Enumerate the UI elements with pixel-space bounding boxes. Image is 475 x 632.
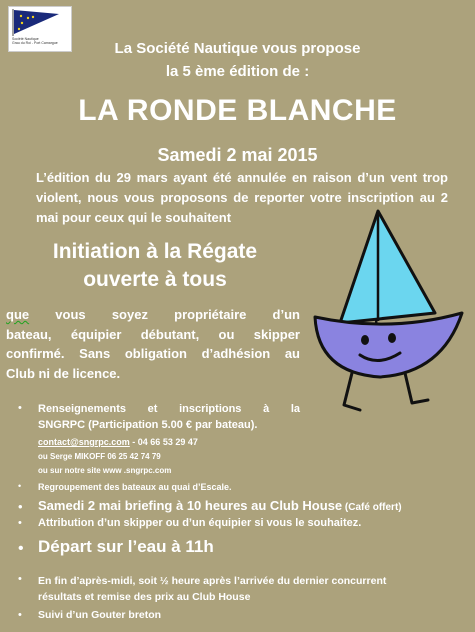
info-line-1: Renseignements et inscriptions à la (38, 403, 300, 415)
initiation-heading: Initiation à la Régate (52, 240, 258, 263)
event-title: LA RONDE BLANCHE (78, 94, 397, 127)
smiling-sailboat-illustration (300, 205, 470, 430)
intro-line-1: La Société Nautique vous propose (114, 40, 361, 57)
notice-line-2: violent, nous vous proposons de reporter votre inscription au 2 (36, 190, 448, 205)
gathering-line: Regroupement des bateaux au quai d’Escale. (38, 482, 232, 492)
evening-line-2: résultats et remise des prix au Club House (38, 591, 251, 603)
info-block (38, 401, 300, 433)
briefing-line: Samedi 2 mai briefing à 10 heures au Club House (38, 498, 343, 513)
bullet-icon: • (18, 540, 24, 557)
website-line: ou sur notre site www .sngrpc.com (38, 466, 172, 475)
notice-line-3: mai pour ceux qui le souhaitent (36, 210, 232, 225)
logo-line-1: Société Nautique (12, 37, 39, 41)
audience-line-1: vous soyez propriétaire d’un (29, 307, 300, 322)
bullet-icon: • (18, 499, 23, 514)
contact-phone: - 04 66 53 29 47 (129, 437, 198, 447)
audience-line-2: bateau, équipier débutant, ou skipper (6, 326, 300, 342)
info-line-2: SNGRPC (Participation 5.00 € par bateau). (38, 419, 258, 431)
bullet-icon: • (18, 481, 22, 491)
audience-line-3: confirmé. Sans obligation d’adhésion au (6, 346, 300, 361)
initiation-subheading: ouverte à tous (83, 268, 227, 291)
departure-line: Départ sur l’eau à 11h (38, 537, 214, 556)
bullet-icon: • (18, 609, 22, 621)
bullet-icon: • (18, 402, 22, 414)
contact-alt: ou Serge MIKOFF 06 25 42 74 79 (38, 452, 161, 461)
notice-line-1: L’édition du 29 mars ayant été annulée en raison d’un vent trop (36, 170, 448, 185)
audience-line-4: Club ni de licence. (6, 365, 121, 381)
audience-que: que (6, 307, 30, 322)
bullet-icon: • (18, 517, 22, 529)
contact-email-link[interactable]: contact@sngrpc.com (38, 437, 130, 447)
audience-paragraph (6, 305, 300, 383)
intro-line-2: la 5 ème édition de : (165, 63, 310, 80)
flag-burgee-icon (9, 7, 71, 37)
evening-block (38, 573, 386, 605)
snack-line: Suivi d’un Gouter breton (38, 609, 162, 621)
event-date: Samedi 2 mai 2015 (157, 145, 318, 165)
logo-line-2: Grau du Roi - Port Camargue (12, 41, 58, 45)
evening-line-1: En fin d’après-midi, soit ½ heure après l’arrivée du dernier concurrent (38, 575, 387, 587)
briefing-note: (Café offert) (342, 502, 402, 513)
skipper-line: Attribution d’un skipper ou d’un équipier si vous le souhaitez. (38, 517, 362, 529)
bullet-icon: • (18, 573, 22, 585)
